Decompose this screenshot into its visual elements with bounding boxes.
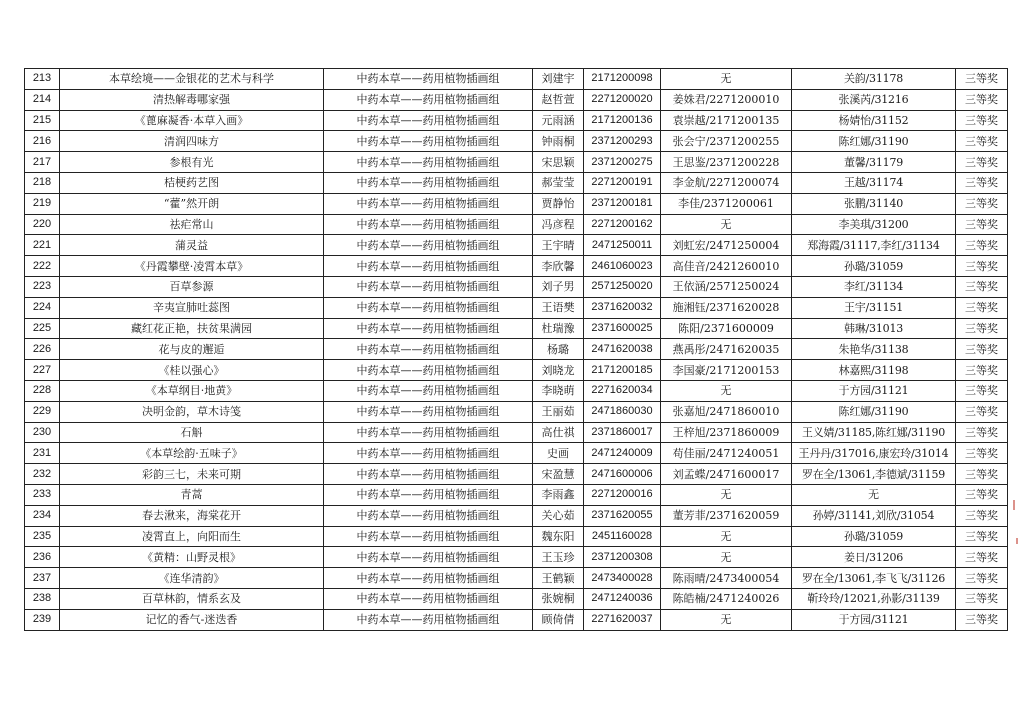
table-row xyxy=(25,172,1008,193)
table-row xyxy=(25,318,1008,339)
row-number-cell: 226 xyxy=(25,339,60,360)
coauthor-cell: 陈雨晴/2473400054 xyxy=(661,568,792,589)
advisor-cell: 罗在全/13061,李飞飞/31126 xyxy=(792,568,956,589)
student-id-cell: 2471600006 xyxy=(584,464,661,485)
category-cell: 中药本草——药用植物插画组 xyxy=(324,89,533,110)
work-title-cell: 决明金韵，草木诗笺 xyxy=(60,401,324,422)
award-level-cell: 三等奖 xyxy=(956,235,1008,256)
table-row xyxy=(25,464,1008,485)
author-name-cell: 李晓萌 xyxy=(533,380,584,401)
author-name-cell: 王语樊 xyxy=(533,297,584,318)
advisor-cell: 韩琳/31013 xyxy=(792,318,956,339)
advisor-cell: 王越/31174 xyxy=(792,172,956,193)
work-title-cell: 《蓖麻凝香·本草入画》 xyxy=(60,110,324,131)
table-row xyxy=(25,131,1008,152)
student-id-cell: 2471240009 xyxy=(584,443,661,464)
row-number-cell: 222 xyxy=(25,256,60,277)
coauthor-cell: 董芳菲/2371620059 xyxy=(661,505,792,526)
work-title-cell: 《丹霞攀壁·凌霄本草》 xyxy=(60,256,324,277)
category-cell: 中药本草——药用植物插画组 xyxy=(324,69,533,90)
author-name-cell: 顾倚倩 xyxy=(533,609,584,630)
table-row xyxy=(25,69,1008,90)
work-title-cell: 《本草绘韵·五味子》 xyxy=(60,443,324,464)
author-name-cell: 李雨鑫 xyxy=(533,484,584,505)
category-cell: 中药本草——药用植物插画组 xyxy=(324,422,533,443)
work-title-cell: 百草参源 xyxy=(60,276,324,297)
awards-table xyxy=(24,68,1008,631)
student-id-cell: 2371200308 xyxy=(584,547,661,568)
table-row xyxy=(25,276,1008,297)
work-title-cell: 参根有光 xyxy=(60,152,324,173)
coauthor-cell: 陈阳/2371600009 xyxy=(661,318,792,339)
author-name-cell: 元雨涵 xyxy=(533,110,584,131)
row-number-cell: 234 xyxy=(25,505,60,526)
award-level-cell: 三等奖 xyxy=(956,484,1008,505)
award-level-cell: 三等奖 xyxy=(956,588,1008,609)
coauthor-cell: 李国豪/2171200153 xyxy=(661,360,792,381)
student-id-cell: 2371860017 xyxy=(584,422,661,443)
author-name-cell: 刘子男 xyxy=(533,276,584,297)
table-row xyxy=(25,256,1008,277)
coauthor-cell: 高佳音/2421260010 xyxy=(661,256,792,277)
author-name-cell: 高仕祺 xyxy=(533,422,584,443)
award-level-cell: 三等奖 xyxy=(956,89,1008,110)
coauthor-cell: 无 xyxy=(661,547,792,568)
category-cell: 中药本草——药用植物插画组 xyxy=(324,505,533,526)
award-level-cell: 三等奖 xyxy=(956,526,1008,547)
coauthor-cell: 无 xyxy=(661,609,792,630)
work-title-cell: 春去湫来，海棠花开 xyxy=(60,505,324,526)
work-title-cell: 《黄精：山野灵根》 xyxy=(60,547,324,568)
award-level-cell: 三等奖 xyxy=(956,69,1008,90)
award-level-cell: 三等奖 xyxy=(956,256,1008,277)
row-number-cell: 219 xyxy=(25,193,60,214)
student-id-cell: 2271200191 xyxy=(584,172,661,193)
category-cell: 中药本草——药用植物插画组 xyxy=(324,526,533,547)
row-number-cell: 236 xyxy=(25,547,60,568)
category-cell: 中药本草——药用植物插画组 xyxy=(324,464,533,485)
award-level-cell: 三等奖 xyxy=(956,131,1008,152)
coauthor-cell: 无 xyxy=(661,69,792,90)
coauthor-cell: 苟佳丽/2471240051 xyxy=(661,443,792,464)
row-number-cell: 220 xyxy=(25,214,60,235)
coauthor-cell: 无 xyxy=(661,214,792,235)
student-id-cell: 2271620034 xyxy=(584,380,661,401)
category-cell: 中药本草——药用植物插画组 xyxy=(324,443,533,464)
category-cell: 中药本草——药用植物插画组 xyxy=(324,588,533,609)
advisor-cell: 郑海霞/31117,李红/31134 xyxy=(792,235,956,256)
coauthor-cell: 施湘钰/2371620028 xyxy=(661,297,792,318)
category-cell: 中药本草——药用植物插画组 xyxy=(324,172,533,193)
scan-mark xyxy=(1016,538,1018,544)
coauthor-cell: 袁崇越/2171200135 xyxy=(661,110,792,131)
advisor-cell: 张溪芮/31216 xyxy=(792,89,956,110)
row-number-cell: 213 xyxy=(25,69,60,90)
work-title-cell: 《连华清韵》 xyxy=(60,568,324,589)
student-id-cell: 2471240036 xyxy=(584,588,661,609)
work-title-cell: 花与皮的邂逅 xyxy=(60,339,324,360)
coauthor-cell: 燕禹彤/2471620035 xyxy=(661,339,792,360)
author-name-cell: 杨璐 xyxy=(533,339,584,360)
student-id-cell: 2371600025 xyxy=(584,318,661,339)
row-number-cell: 225 xyxy=(25,318,60,339)
author-name-cell: 宋思颖 xyxy=(533,152,584,173)
table-row xyxy=(25,526,1008,547)
student-id-cell: 2171200185 xyxy=(584,360,661,381)
author-name-cell: 王玉珍 xyxy=(533,547,584,568)
row-number-cell: 231 xyxy=(25,443,60,464)
table-row xyxy=(25,89,1008,110)
student-id-cell: 2171200098 xyxy=(584,69,661,90)
row-number-cell: 238 xyxy=(25,588,60,609)
advisor-cell: 王义婧/31185,陈红娜/31190 xyxy=(792,422,956,443)
author-name-cell: 张婉桐 xyxy=(533,588,584,609)
award-level-cell: 三等奖 xyxy=(956,318,1008,339)
author-name-cell: 赵哲萱 xyxy=(533,89,584,110)
award-level-cell: 三等奖 xyxy=(956,360,1008,381)
advisor-cell: 靳玲玲/12021,孙影/31139 xyxy=(792,588,956,609)
advisor-cell: 王丹丹/317016,康宏玲/31014 xyxy=(792,443,956,464)
advisor-cell: 孙婷/31141,刘欣/31054 xyxy=(792,505,956,526)
award-level-cell: 三等奖 xyxy=(956,339,1008,360)
table-row xyxy=(25,609,1008,630)
advisor-cell: 朱艳华/31138 xyxy=(792,339,956,360)
advisor-cell: 关韵/31178 xyxy=(792,69,956,90)
row-number-cell: 235 xyxy=(25,526,60,547)
table-row xyxy=(25,360,1008,381)
row-number-cell: 228 xyxy=(25,380,60,401)
table-row xyxy=(25,484,1008,505)
author-name-cell: 贾静怡 xyxy=(533,193,584,214)
category-cell: 中药本草——药用植物插画组 xyxy=(324,609,533,630)
student-id-cell: 2471620038 xyxy=(584,339,661,360)
coauthor-cell: 陈皓楠/2471240026 xyxy=(661,588,792,609)
category-cell: 中药本草——药用植物插画组 xyxy=(324,380,533,401)
work-title-cell: 彩韵三七，未来可期 xyxy=(60,464,324,485)
row-number-cell: 239 xyxy=(25,609,60,630)
award-level-cell: 三等奖 xyxy=(956,505,1008,526)
author-name-cell: 王宇晴 xyxy=(533,235,584,256)
table-row xyxy=(25,193,1008,214)
student-id-cell: 2171200136 xyxy=(584,110,661,131)
student-id-cell: 2271620037 xyxy=(584,609,661,630)
row-number-cell: 217 xyxy=(25,152,60,173)
category-cell: 中药本草——药用植物插画组 xyxy=(324,214,533,235)
author-name-cell: 杜瑞豫 xyxy=(533,318,584,339)
table-row xyxy=(25,214,1008,235)
work-title-cell: 清热解毒哪家强 xyxy=(60,89,324,110)
award-level-cell: 三等奖 xyxy=(956,547,1008,568)
work-title-cell: 记忆的香气-迷迭香 xyxy=(60,609,324,630)
work-title-cell: 蒲灵益 xyxy=(60,235,324,256)
student-id-cell: 2371620055 xyxy=(584,505,661,526)
author-name-cell: 冯彦程 xyxy=(533,214,584,235)
award-level-cell: 三等奖 xyxy=(956,276,1008,297)
author-name-cell: 钟雨桐 xyxy=(533,131,584,152)
coauthor-cell: 刘虹宏/2471250004 xyxy=(661,235,792,256)
table-row xyxy=(25,380,1008,401)
author-name-cell: 史画 xyxy=(533,443,584,464)
table-row xyxy=(25,235,1008,256)
row-number-cell: 229 xyxy=(25,401,60,422)
student-id-cell: 2461060023 xyxy=(584,256,661,277)
work-title-cell: 清润四味方 xyxy=(60,131,324,152)
scan-mark xyxy=(1013,500,1015,510)
award-level-cell: 三等奖 xyxy=(956,443,1008,464)
category-cell: 中药本草——药用植物插画组 xyxy=(324,193,533,214)
coauthor-cell: 王依涵/2571250024 xyxy=(661,276,792,297)
table-row xyxy=(25,401,1008,422)
table-row xyxy=(25,588,1008,609)
advisor-cell: 王宇/31151 xyxy=(792,297,956,318)
row-number-cell: 214 xyxy=(25,89,60,110)
student-id-cell: 2371620032 xyxy=(584,297,661,318)
category-cell: 中药本草——药用植物插画组 xyxy=(324,547,533,568)
work-title-cell: 石斛 xyxy=(60,422,324,443)
row-number-cell: 232 xyxy=(25,464,60,485)
advisor-cell: 杨婧怡/31152 xyxy=(792,110,956,131)
award-level-cell: 三等奖 xyxy=(956,193,1008,214)
table-row xyxy=(25,443,1008,464)
coauthor-cell: 无 xyxy=(661,380,792,401)
category-cell: 中药本草——药用植物插画组 xyxy=(324,131,533,152)
category-cell: 中药本草——药用植物插画组 xyxy=(324,297,533,318)
award-level-cell: 三等奖 xyxy=(956,214,1008,235)
award-level-cell: 三等奖 xyxy=(956,380,1008,401)
student-id-cell: 2271200162 xyxy=(584,214,661,235)
work-title-cell: “藿”然开朗 xyxy=(60,193,324,214)
work-title-cell: 辛夷宣肺吐蕊图 xyxy=(60,297,324,318)
row-number-cell: 223 xyxy=(25,276,60,297)
table-row xyxy=(25,339,1008,360)
table-row xyxy=(25,505,1008,526)
table-row xyxy=(25,110,1008,131)
coauthor-cell: 王思鉴/2371200228 xyxy=(661,152,792,173)
table-row xyxy=(25,547,1008,568)
row-number-cell: 216 xyxy=(25,131,60,152)
coauthor-cell: 无 xyxy=(661,484,792,505)
row-number-cell: 237 xyxy=(25,568,60,589)
work-title-cell: 藏红花正艳，扶贫果满园 xyxy=(60,318,324,339)
coauthor-cell: 张嘉旭/2471860010 xyxy=(661,401,792,422)
work-title-cell: 青蒿 xyxy=(60,484,324,505)
table-row xyxy=(25,297,1008,318)
author-name-cell: 李欣馨 xyxy=(533,256,584,277)
row-number-cell: 224 xyxy=(25,297,60,318)
work-title-cell: 祛疟常山 xyxy=(60,214,324,235)
work-title-cell: 凌霄直上，向阳而生 xyxy=(60,526,324,547)
student-id-cell: 2271200016 xyxy=(584,484,661,505)
category-cell: 中药本草——药用植物插画组 xyxy=(324,339,533,360)
student-id-cell: 2271200020 xyxy=(584,89,661,110)
advisor-cell: 孙璐/31059 xyxy=(792,526,956,547)
award-level-cell: 三等奖 xyxy=(956,464,1008,485)
table-row xyxy=(25,568,1008,589)
award-level-cell: 三等奖 xyxy=(956,152,1008,173)
advisor-cell: 罗在全/13061,李德斌/31159 xyxy=(792,464,956,485)
category-cell: 中药本草——药用植物插画组 xyxy=(324,318,533,339)
category-cell: 中药本草——药用植物插画组 xyxy=(324,276,533,297)
advisor-cell: 于方园/31121 xyxy=(792,609,956,630)
advisor-cell: 孙璐/31059 xyxy=(792,256,956,277)
student-id-cell: 2451160028 xyxy=(584,526,661,547)
author-name-cell: 王丽茹 xyxy=(533,401,584,422)
advisor-cell: 姜日/31206 xyxy=(792,547,956,568)
author-name-cell: 刘建宇 xyxy=(533,69,584,90)
student-id-cell: 2471860030 xyxy=(584,401,661,422)
advisor-cell: 于方园/31121 xyxy=(792,380,956,401)
student-id-cell: 2571250020 xyxy=(584,276,661,297)
awards-table-body xyxy=(25,69,1008,631)
advisor-cell: 董馨/31179 xyxy=(792,152,956,173)
award-level-cell: 三等奖 xyxy=(956,172,1008,193)
student-id-cell: 2371200181 xyxy=(584,193,661,214)
advisor-cell: 李美琪/31200 xyxy=(792,214,956,235)
category-cell: 中药本草——药用植物插画组 xyxy=(324,401,533,422)
row-number-cell: 221 xyxy=(25,235,60,256)
category-cell: 中药本草——药用植物插画组 xyxy=(324,360,533,381)
category-cell: 中药本草——药用植物插画组 xyxy=(324,235,533,256)
author-name-cell: 关心茹 xyxy=(533,505,584,526)
advisor-cell: 张鹏/31140 xyxy=(792,193,956,214)
table-row xyxy=(25,152,1008,173)
author-name-cell: 王鹤颖 xyxy=(533,568,584,589)
table-row xyxy=(25,422,1008,443)
row-number-cell: 227 xyxy=(25,360,60,381)
row-number-cell: 218 xyxy=(25,172,60,193)
advisor-cell: 李红/31134 xyxy=(792,276,956,297)
coauthor-cell: 姜姝君/2271200010 xyxy=(661,89,792,110)
advisor-cell: 陈红娜/31190 xyxy=(792,401,956,422)
work-title-cell: 本草绘境——金银花的艺术与科学 xyxy=(60,69,324,90)
category-cell: 中药本草——药用植物插画组 xyxy=(324,152,533,173)
author-name-cell: 郝莹莹 xyxy=(533,172,584,193)
coauthor-cell: 张会宁/2371200255 xyxy=(661,131,792,152)
category-cell: 中药本草——药用植物插画组 xyxy=(324,484,533,505)
student-id-cell: 2371200293 xyxy=(584,131,661,152)
coauthor-cell: 刘孟蝶/2471600017 xyxy=(661,464,792,485)
work-title-cell: 桔梗药艺图 xyxy=(60,172,324,193)
row-number-cell: 215 xyxy=(25,110,60,131)
student-id-cell: 2473400028 xyxy=(584,568,661,589)
coauthor-cell: 李佳/2371200061 xyxy=(661,193,792,214)
advisor-cell: 林嘉熙/31198 xyxy=(792,360,956,381)
author-name-cell: 魏东阳 xyxy=(533,526,584,547)
row-number-cell: 230 xyxy=(25,422,60,443)
coauthor-cell: 李金航/2271200074 xyxy=(661,172,792,193)
category-cell: 中药本草——药用植物插画组 xyxy=(324,568,533,589)
award-level-cell: 三等奖 xyxy=(956,297,1008,318)
advisor-cell: 陈红娜/31190 xyxy=(792,131,956,152)
work-title-cell: 《本草纲目·地黄》 xyxy=(60,380,324,401)
work-title-cell: 《桂以强心》 xyxy=(60,360,324,381)
award-level-cell: 三等奖 xyxy=(956,609,1008,630)
student-id-cell: 2471250011 xyxy=(584,235,661,256)
award-level-cell: 三等奖 xyxy=(956,568,1008,589)
coauthor-cell: 无 xyxy=(661,526,792,547)
award-level-cell: 三等奖 xyxy=(956,401,1008,422)
category-cell: 中药本草——药用植物插画组 xyxy=(324,110,533,131)
work-title-cell: 百草林韵，情系玄及 xyxy=(60,588,324,609)
author-name-cell: 宋盈慧 xyxy=(533,464,584,485)
author-name-cell: 刘晓龙 xyxy=(533,360,584,381)
row-number-cell: 233 xyxy=(25,484,60,505)
advisor-cell: 无 xyxy=(792,484,956,505)
category-cell: 中药本草——药用植物插画组 xyxy=(324,256,533,277)
award-level-cell: 三等奖 xyxy=(956,110,1008,131)
coauthor-cell: 王梓旭/2371860009 xyxy=(661,422,792,443)
student-id-cell: 2371200275 xyxy=(584,152,661,173)
award-level-cell: 三等奖 xyxy=(956,422,1008,443)
